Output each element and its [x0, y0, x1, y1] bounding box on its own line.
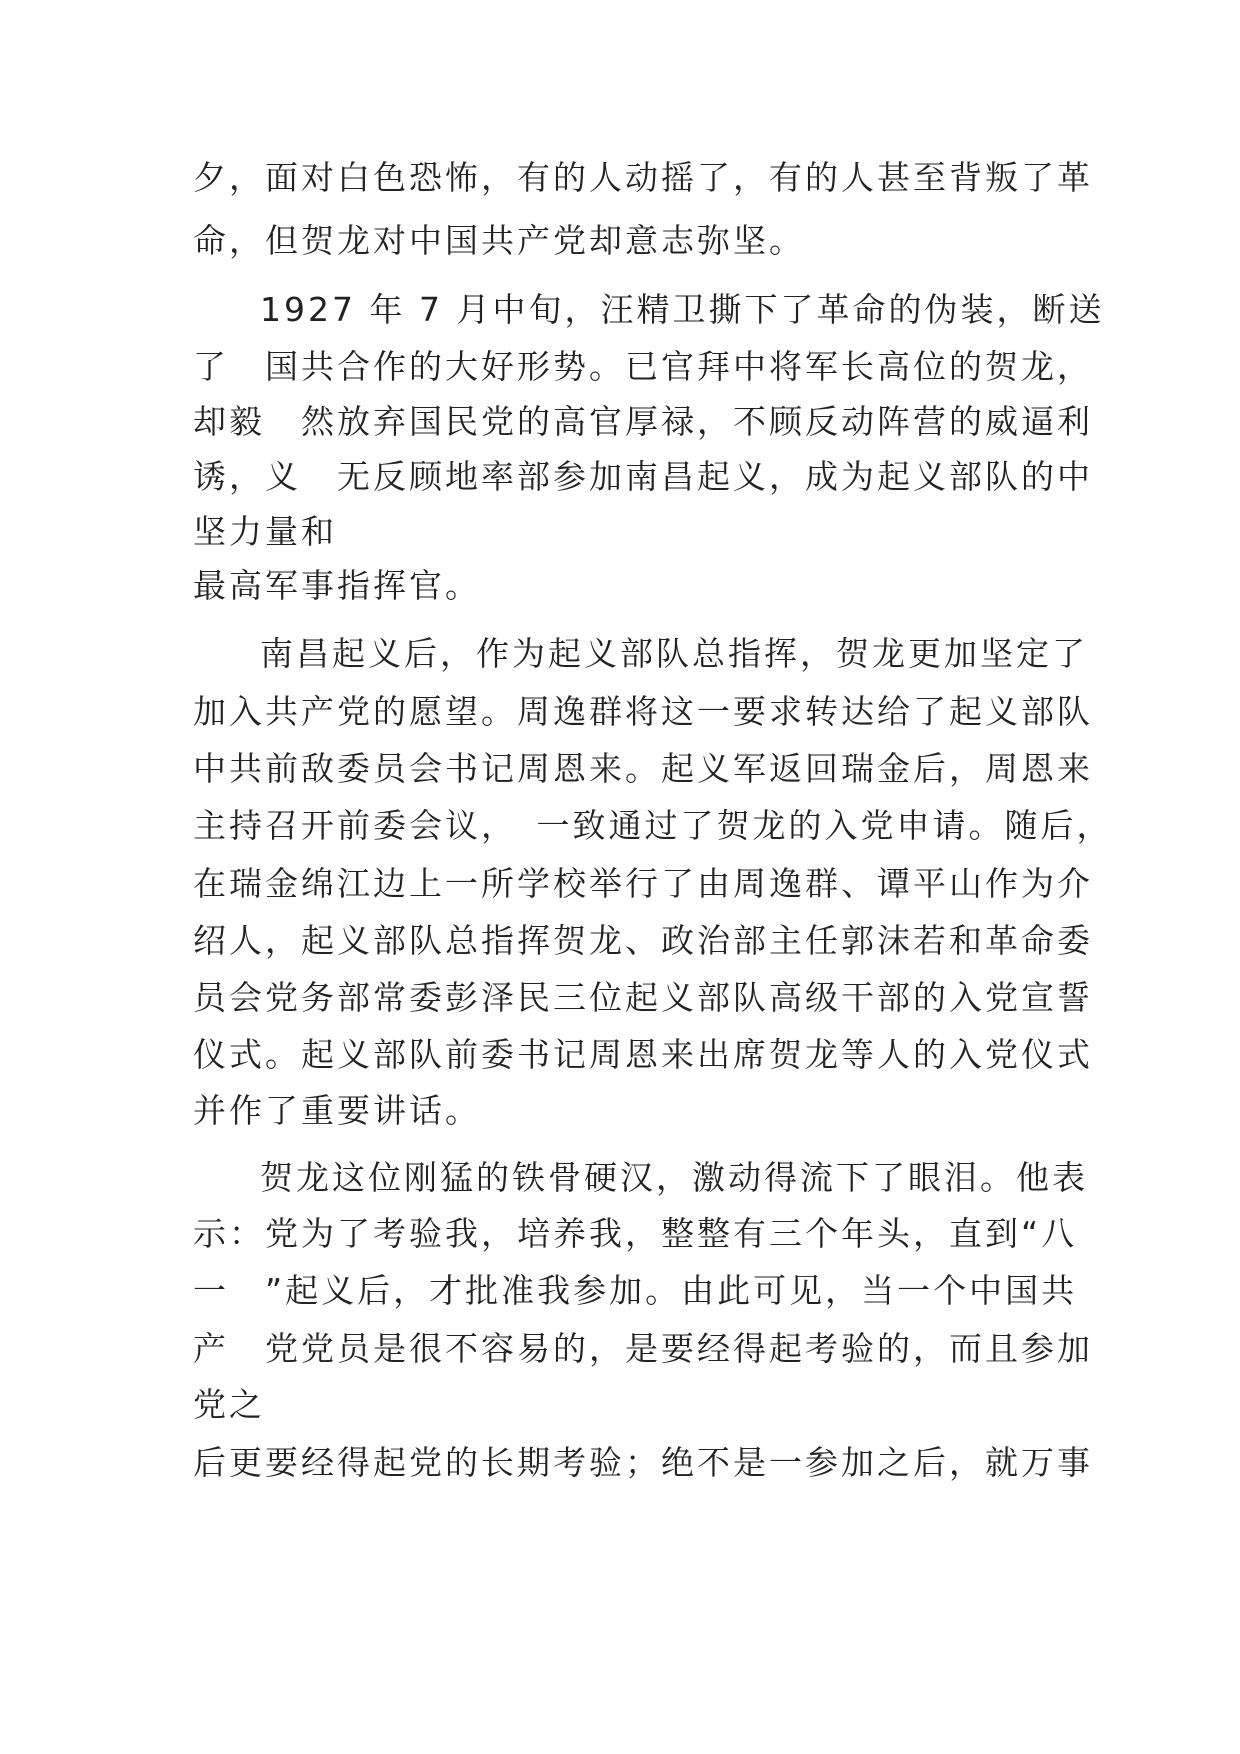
text-line: 夕，面对白色恐怖，有的人动摇了，有的人甚至背叛了革: [193, 158, 1093, 197]
text-line: 员会党务部常委彭泽民三位起义部队高级干部的入党宣誓: [193, 978, 1093, 1017]
text-line: 后更要经得起党的长期考验；绝不是一参加之后，就万事: [193, 1443, 1093, 1482]
text-line: 了 国共合作的大好形势。已官拜中将军长高位的贺龙，: [193, 347, 1093, 386]
text-line: 并作了重要讲话。: [193, 1091, 481, 1130]
text-line: 主持召开前委会议， 一致通过了贺龙的入党申请。随后，: [193, 806, 1113, 845]
paragraph-first-line: 1927 年 7 月中旬，汪精卫撕下了革命的伪装，断送: [260, 290, 1105, 329]
text-line: 加入共产党的愿望。周逸群将这一要求转达给了起义部队: [193, 692, 1093, 731]
text-line: 命，但贺龙对中国共产党却意志弥坚。: [193, 221, 805, 260]
text-line: 仪式。起义部队前委书记周恩来出席贺龙等人的入党仪式: [193, 1035, 1093, 1074]
paragraph-first-line: 南昌起义后，作为起义部队总指挥，贺龙更加坚定了: [260, 634, 1088, 673]
text-line: 诱，义 无反顾地率部参加南昌起义，成为起义部队的中: [193, 457, 1093, 496]
text-line: 却毅 然放弃国民党的高官厚禄，不顾反动阵营的威逼利: [193, 402, 1093, 441]
text-line: 绍人，起义部队总指挥贺龙、政治部主任郭沫若和革命委: [193, 921, 1093, 960]
text-line: 坚力量和: [193, 512, 337, 551]
text-line: 中共前敌委员会书记周恩来。起义军返回瑞金后，周恩来: [193, 749, 1093, 788]
paragraph-first-line: 贺龙这位刚猛的铁骨硬汉，激动得流下了眼泪。他表: [260, 1158, 1088, 1197]
text-line: 党之: [193, 1385, 265, 1424]
text-line: 一 ”起义后，才批准我参加。由此可见，当一个中国共: [193, 1271, 1078, 1310]
text-line: 在瑞金绵江边上一所学校举行了由周逸群、谭平山作为介: [193, 864, 1093, 903]
text-line: 示：党为了考验我，培养我，整整有三个年头，直到“八: [193, 1214, 1078, 1253]
text-line: 最高军事指挥官。: [193, 566, 481, 605]
text-line: 产 党党员是很不容易的，是要经得起考验的，而且参加: [193, 1329, 1093, 1368]
